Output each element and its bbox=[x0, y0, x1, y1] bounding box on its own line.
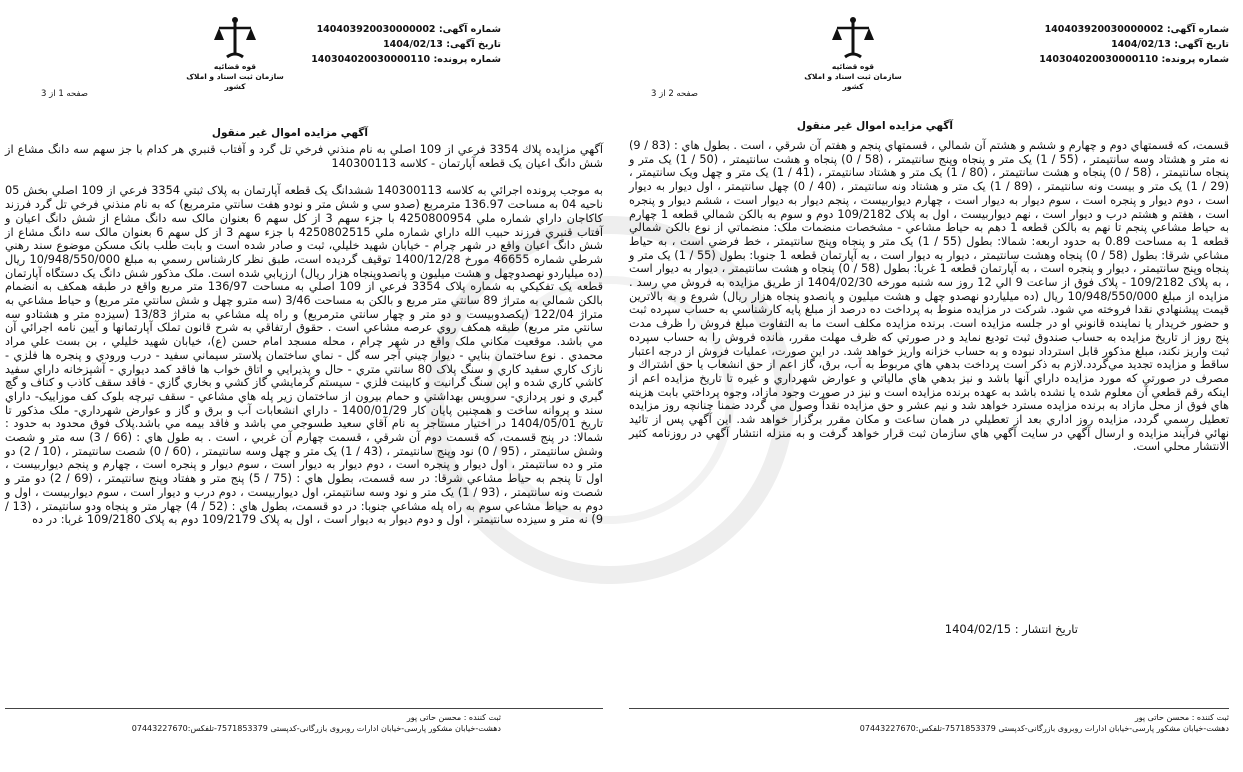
page-1 bbox=[0, 0, 613, 772]
document-title: آگهي مزايده اموال غير منقول bbox=[796, 120, 953, 132]
case-number-label: شماره پرونده: bbox=[1161, 54, 1229, 65]
office-address: دهشت-خیابان مشکور پارسی-خیابان ادارات روبروی بازرگانی-کدپستی 7571853379-تلفکس:07443227670 bbox=[859, 724, 1229, 733]
signer-label: ثبت کننده : bbox=[463, 713, 501, 722]
case-number-label: شماره پرونده: bbox=[433, 54, 501, 65]
ad-number: 140403920030000002 bbox=[1044, 24, 1164, 35]
page-header bbox=[613, 14, 1243, 114]
page-number: صفحه 2 از 3 bbox=[651, 89, 698, 99]
signer-name: محسن حاتی پور bbox=[1134, 713, 1190, 722]
case-number: 140304020030000110 bbox=[311, 54, 431, 65]
page-footer bbox=[132, 712, 501, 734]
ad-date: 1404/02/13 bbox=[383, 39, 443, 50]
signer-name: محسن حاتی پور bbox=[406, 713, 462, 722]
judiciary-logo bbox=[175, 16, 295, 96]
ad-number-label: شماره آگهی: bbox=[1166, 24, 1229, 35]
ad-number-label: شماره آگهی: bbox=[438, 24, 501, 35]
ad-date-label: تاریخ آگهی: bbox=[1174, 39, 1229, 50]
office-address: دهشت-خیابان مشکور پارسی-خیابان ادارات روبروی بازرگانی-کدپستی 7571853379-تلفکس:07443227670 bbox=[131, 724, 501, 733]
ad-number: 140403920030000002 bbox=[316, 24, 436, 35]
page-2 bbox=[613, 0, 1243, 772]
footer-divider bbox=[629, 708, 1229, 709]
logo-line-2: سازمان ثبت اسناد و املاک کشور bbox=[186, 72, 284, 91]
logo-line-1: قوه قضائیه bbox=[831, 62, 875, 71]
header-info bbox=[1039, 22, 1229, 67]
body-paragraph-intro: آگهي مزايده پلاك 3354 فرعي از 109 اصلي به نام منذني فرخي تل گرد و آفتاب قنبري هر كدام با جز سهم سه دانگ مشاع از شش دانگ اعيان يک قطعه آپارتمان - کلاسه 140300113 bbox=[5, 143, 603, 170]
logo-line-1: قوه قضائیه bbox=[213, 62, 257, 71]
document-body bbox=[5, 143, 603, 529]
body-paragraph: قسمت، كه قسمتهاي دوم و چهارم و ششم و هشتم آن شمالي ، قسمتهاي پنجم و هفتم آن شرقي ، است . بطول هاي : (83 / 9) نه متر و هشتاد وسه سانتيمتر ، (55 / 1) يک متر و پنجاه وپنج سانتيمتر ، (58 / 0) پنجاه و هشت سانتيمتر ، (50 / 1) يک متر و پنجاه سانتيمتر ، (58 / 0) پنجاه و هشت سانتيمتر ، (80 / 1) يک متر و هشتاد سانتيمتر ، (41 / 1) يک متر و چهل ويک سانتيمتر ، (29 / 1) يک متر و بيست ونه سانتيمتر ، (89 / 1) يک متر و هشتاد ونه سانتيمتر ، (40 / 0) چهل سانتيمتر ، اول ديوار به ديوار است ، دوم ديوار و پنجره است ، سوم ديوار به ديوار است ، چهارم ديواربيست ، پنجم ديوار به ديوار است ، ششم ديوار و پنجره است ، هفتم و هشتم درب و ديوار است ، نهم ديواربيست ، اول به پلاک 109/2182 دوم و سوم به بالکن شمالي قطعه 1 چهارم به حياط مشاعي پنجم تا نهم به بالکن قطعه 1 دهم به حياط مشاعي - مشخصات منضمات ملک: منضماتي از نوع بالکن شمالي قطعه 1 به مساحت 0.89 به حدود اربعه: شمالا: بطول (55 / 1) يک متر و پنجاه وپنج سانتيمتر ، خط فرضي است ، به حياط مشاعي شرقا: بطول (58 / 0) پنجاه وهشت سانتيمتر ، ديوار به ديوار است ، به آپارتمان قطعه 1 جنوبا: بطول (55 / 1) يک متر و پنجاه وپنج سانتيمتر ، ديوار و پنجره است ، به آپارتمان قطعه 1 غربا: بطول (58 / 0) پنجاه و هشت سانتيمتر ، ديوار به ديوار است ، به پلاک 109/2182 - پلاک فوق از ساعت 9 الي 12 روز سه شنبه مورخه 1404/02/30 از طريق مزايده به فروش مي رسد . مزايده از مبلغ 10/948/550/000 ريال (ده ميلياردو نهصدو چهل و هشت ميليون و پانصدو پنجاه هزار ريال) شروع و به بالاترين قيمت پيشنهادي نقدا فروخته مي شود. شركت در مزايده منوط به پرداخت ده درصد از مبلغ پايه كارشناسي به حساب سپرده ثبت و حضور خريدار يا نماينده قانوني او در جلسه مزايده است. برنده مزايده مكلف است ما به التفاوت مبلغ فروش را ظرف مدت پنج روز از تاريخ مزايده به حساب صندوق ثبت توديع نمايد و در صورتي كه ظرف مهلت مقرر، مانده فروش را به حساب سپرده ثبت واريز نكند، مبلغ مذكور قابل استرداد نبوده و به حساب خزانه واريز خواهد شد. در اين صورت، عمليات فروش از درجه اعتبار ساقط و مزايده تجديد مي‌گردد.لازم به ذكر است پرداخت بدهي هاي مربوط به آب، برق، گاز اعم از حق انشعاب يا حق اشتراك و مصرف در صورتي كه مورد مزايده داراي آنها باشد و نيز بدهي هاي مالياتي و عوارض شهرداري و غيره تا تاريخ مزايده اعم از اينكه رقم قطعي آن معلوم شده يا نشده باشد به عهده برنده مزايده است و نيز در صورت وجود مازاد، وجوه پرداختي بابت هزينه هاي فوق از محل مازاد به برنده مزايده مسترد خواهد شد و نيم عشر و حق مزايده نقداً وصول مي گردد ضمنا چنانچه روز مزايده تعطيل رسمي گردد، مزايده روز اداري بعد از تعطيلي در همان ساعت و مكان مقرر برگزار خواهد شد. اين آگهي پس از تائيد نهائي فرآيند مزايده و ارسال آگهي در سايت آگهي هاي سازمان ثبت قرار خواهد گرفت و به منزله انتشار آگهي در روزنامه كثير الانتشار محلي است. bbox=[629, 139, 1230, 454]
body-paragraph-main: به موجب پرونده اجرائي به كلاسه 140300113 ششدانگ يک قطعه آپارتمان به پلاک ثبتي 3354 فرعي از 109 اصلي بخش 05 ناحيه 04 به مساحت 136.97 مترمربع (صدو سي و شش متر و نودو هفت سانتي مترمربع) كه به نام منذني فرخي تل گرد فرزند كاكاجان داراي شماره ملي 4250800954 با جزء سهم 3 از كل سهم 6 بعنوان مالک سه دانگ مشاع از شش دانگ اعيان و آفتاب قنبري فرزند حبيب الله داراي شماره ملي 4250802515 با جزء سهم 3 از كل سهم 6 بعنوان مالک سه دانگ مشاع از شش دانگ اعيان واقع در شهر چرام - خيابان شهيد خليلي، ثبت و صادر شده است و بابت طلب بانک مسكن موضوع سند رهني شرطي شماره 46655 مورخ 1400/12/28 توقيف گرديده است، طبق نظر كارشناس رسمي به مبلغ 10/948/550/000 ريال (ده ميلياردو نهصدوچهل و هشت ميليون و پانصدوپنجاه هزار ريال) ارزيابي شده است. ملک مذكور شش دانگ يک دستگاه آپارتمان قطعه يک تفكيكي به شماره پلاک 3354 فرعي از 109 اصلي به مساحت 136/97 متر مربع واقع در طبقه همكف به انضمام بالكن شمالي به متراژ 89 سانتي متر مربع و بالكن به مساحت 3/46 (سه مترو چهل و شش سانتي متر مربع) و حياط مشاعي به متراژ 122/04 (يكصدوبيست و دو متر و چهار سانتي مترمربع) و راه پله مشاعي به متراژ 13/83 (سيزده متر و هشتادو سه سانتي متر مربع) طبقه همكف روي عرصه مشاعي است . حقوق ارتفاقي به شرح قانون تملک آپارتمانها و آيين نامه اجرائي آن مي باشد. موقعيت مكاني ملک واقع در شهر چرام ، محله مسجد امام حسن (ع)، خيابان شهيد خليلي ، بن بست علي مراد محمدي . نوع ساختمان بنايي - ديوار چيني آجر سه گل - نماي ساختمان پلاستر سيماني سفيد - درب ورودي و پنجره ها فلزي - نازک كاري سفيد كاري و سنگ پلاک 80 سانتي متري - حال و پذيرايي و اتاق خواب ها فاقد كمد ديواري - آشپزخانه داراي سفيد كاشي كاري شده و اپن سنگ گرانيت و كابينت فلزي - سيستم گرمايشي گاز كشي و بخاري گازي - فاقد سقف كاذب و كناف و گچ گيري و نور پردازي- سرويس بهداشتي و حمام بيرون از ساختمان زير پله هاي مشاعي - سقف تيرچه بلوک كف موزاييک- داراي سند و پروانه ساخت و همچنين پايان كار 1400/01/29 - داراي انشعابات آب و برق و گاز و عوارض شهرداري- ملک مذكور تا تاريخ 1404/05/01 در اختيار مستاجر به نام آقاي سعيد طسوجي مي باشد و فاقد بيمه مي باشد.پلاک فوق محدود به حدود : شمالا: در پنج قسمت، كه قسمت دوم آن شرقي ، قسمت چهارم آن غربي ، است . به طول هاي : (66 / 3) سه متر و شصت وشش سانتيمتر ، (95 / 0) نود وپنج سانتيمتر ، (43 / 1) يک متر و چهل وسه سانتيمتر ، (60 / 0) شصت سانتيمتر ، (10 / 2) دو متر و ده سانتيمتر ، اول ديوار و پنجره است ، دوم ديوار به ديوار است ، سوم ديوار و پنجره است ، چهارم و پنجم ديواربيست ، اول تا پنجم به حياط مشاعي شرقا: در سه قسمت، بطول هاي : (75 / 5) پنج متر و هفتاد وپنج سانتيمتر ، (69 / 2) دو متر و شصت ونه سانتيمتر ، (93 / 1) يک متر و نود وسه سانتيمتر، اول ديواربيست ، دوم درب و ديوار است ، سوم ديواربيست ، اول و دوم به حياط مشاعي سوم به راه پله مشاعي جنوبا: در دو قسمت، بطول هاي : (52 / 4) چهار متر و پنجاه ودو سانتيمتر ، (13 / 9) نه متر و سيزده سانتيمتر ، اول و دوم ديوار به ديوار است ، اول به پلاک 109/2179 دوم به پلاک 109/2180 غربا: در ده bbox=[5, 184, 604, 527]
ad-date-label: تاریخ آگهی: bbox=[446, 39, 501, 50]
footer-divider bbox=[5, 708, 603, 709]
logo-line-2: سازمان ثبت اسناد و املاک کشور bbox=[804, 72, 902, 91]
document-body bbox=[629, 139, 1229, 456]
publish-date: 1404/02/15 bbox=[944, 622, 1012, 636]
page-header bbox=[0, 14, 613, 114]
scales-icon bbox=[213, 16, 257, 62]
header-info bbox=[311, 22, 501, 67]
signer-label: ثبت کننده : bbox=[1191, 713, 1229, 722]
publish-date-line bbox=[945, 622, 1078, 636]
judiciary-logo bbox=[793, 16, 913, 96]
document-title: آگهي مزايده اموال غير منقول bbox=[211, 127, 368, 139]
scales-icon bbox=[831, 16, 875, 62]
publish-date-label: تاريخ انتشار : bbox=[1014, 622, 1078, 636]
case-number: 140304020030000110 bbox=[1039, 54, 1159, 65]
page-number: صفحه 1 از 3 bbox=[41, 89, 88, 99]
ad-date: 1404/02/13 bbox=[1111, 39, 1171, 50]
page-footer bbox=[860, 712, 1229, 734]
